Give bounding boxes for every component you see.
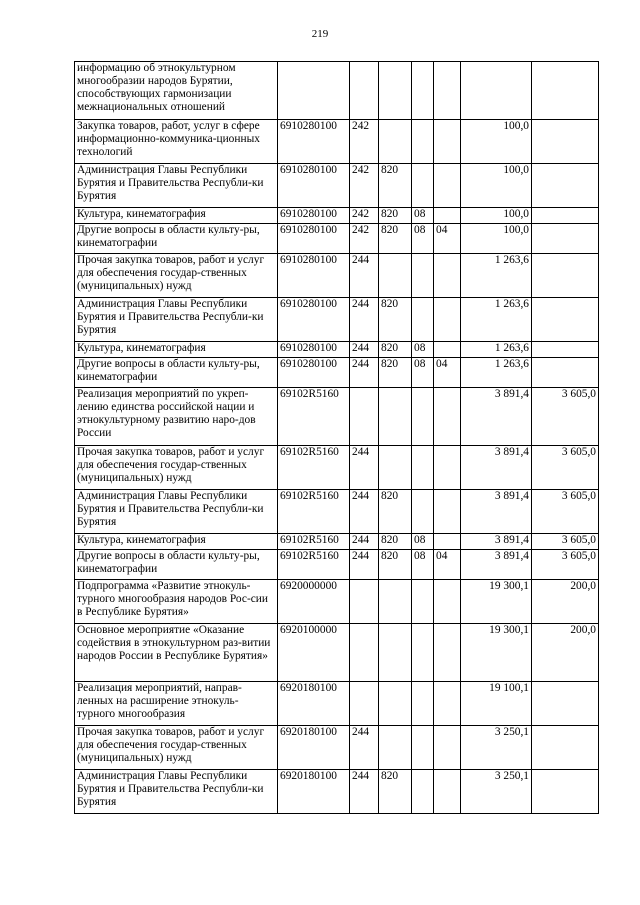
row-administrator-code	[379, 254, 412, 298]
table-row	[75, 534, 599, 550]
row-amount-federal: 3 605,0	[532, 534, 599, 550]
budget-table	[74, 61, 599, 814]
row-target-article: 6910280100	[278, 208, 350, 224]
table-row	[75, 164, 599, 208]
row-amount-federal	[532, 120, 599, 164]
row-expense-type	[350, 624, 379, 682]
table-row	[75, 342, 599, 358]
row-amount-federal: 3 605,0	[532, 446, 599, 490]
table-row	[75, 550, 599, 580]
row-target-article: 6910280100	[278, 120, 350, 164]
row-expense-type: 244	[350, 550, 379, 580]
table-row	[75, 770, 599, 814]
row-expense-type: 242	[350, 208, 379, 224]
row-section: 08	[412, 342, 434, 358]
row-amount-federal: 3 605,0	[532, 490, 599, 534]
row-subsection	[434, 534, 461, 550]
row-name: Другие вопросы в области культу-ры, кинематографии	[75, 224, 278, 254]
row-target-article: 6910280100	[278, 298, 350, 342]
row-subsection	[434, 682, 461, 726]
row-administrator-code: 820	[379, 208, 412, 224]
table-row	[75, 120, 599, 164]
row-administrator-code	[379, 388, 412, 446]
row-subsection	[434, 490, 461, 534]
row-section	[412, 624, 434, 682]
row-expense-type	[350, 682, 379, 726]
row-subsection	[434, 726, 461, 770]
row-administrator-code: 820	[379, 342, 412, 358]
row-subsection	[434, 770, 461, 814]
row-target-article: 69102R5160	[278, 388, 350, 446]
row-section	[412, 164, 434, 208]
row-target-article: 69102R5160	[278, 534, 350, 550]
row-subsection	[434, 446, 461, 490]
row-name: Культура, кинематография	[75, 534, 278, 550]
row-amount-federal: 200,0	[532, 580, 599, 624]
row-target-article: 69102R5160	[278, 446, 350, 490]
table-row	[75, 682, 599, 726]
row-section	[412, 446, 434, 490]
table-row	[75, 358, 599, 388]
page-number: 219	[311, 28, 329, 40]
row-section	[412, 580, 434, 624]
row-name: Закупка товаров, работ, услуг в сфере информационно-коммуника-ционных технологий	[75, 120, 278, 164]
row-amount-total: 19 300,1	[461, 624, 532, 682]
row-section: 08	[412, 550, 434, 580]
row-section: 08	[412, 208, 434, 224]
row-amount-total: 100,0	[461, 120, 532, 164]
row-administrator-code	[379, 446, 412, 490]
row-name: Другие вопросы в области культу-ры, кинематографии	[75, 358, 278, 388]
row-name: Реализация мероприятий по укреп-лению единства российской нации и этнокультурному развитию наро-дов России	[75, 388, 278, 446]
row-amount-federal	[532, 358, 599, 388]
row-section: 08	[412, 534, 434, 550]
row-subsection	[434, 580, 461, 624]
row-section	[412, 120, 434, 164]
row-section	[412, 254, 434, 298]
row-expense-type: 244	[350, 770, 379, 814]
table-row	[75, 726, 599, 770]
row-expense-type: 242	[350, 224, 379, 254]
table-row	[75, 208, 599, 224]
row-amount-total: 3 891,4	[461, 446, 532, 490]
row-amount-total	[461, 62, 532, 120]
row-target-article: 6910280100	[278, 224, 350, 254]
row-amount-federal	[532, 298, 599, 342]
row-name: Прочая закупка товаров, работ и услуг для обеспечения государ-ственных (муниципальных) нужд	[75, 446, 278, 490]
table-row	[75, 388, 599, 446]
row-amount-federal	[532, 770, 599, 814]
row-target-article: 6910280100	[278, 342, 350, 358]
row-amount-federal	[532, 164, 599, 208]
row-expense-type	[350, 388, 379, 446]
table-row	[75, 62, 599, 120]
row-amount-total: 19 300,1	[461, 580, 532, 624]
row-expense-type: 244	[350, 358, 379, 388]
row-administrator-code	[379, 580, 412, 624]
row-administrator-code	[379, 682, 412, 726]
row-subsection	[434, 164, 461, 208]
row-amount-federal: 200,0	[532, 624, 599, 682]
row-administrator-code: 820	[379, 550, 412, 580]
row-name: Администрация Главы Республики Бурятия и Правительства Республи-ки Бурятия	[75, 164, 278, 208]
row-target-article: 6920100000	[278, 624, 350, 682]
row-amount-total: 3 891,4	[461, 490, 532, 534]
row-administrator-code	[379, 62, 412, 120]
row-subsection	[434, 62, 461, 120]
row-amount-total: 3 891,4	[461, 550, 532, 580]
row-amount-total: 100,0	[461, 224, 532, 254]
row-subsection: 04	[434, 224, 461, 254]
row-section	[412, 726, 434, 770]
row-expense-type: 244	[350, 298, 379, 342]
row-amount-total: 3 250,1	[461, 726, 532, 770]
row-administrator-code: 820	[379, 358, 412, 388]
row-subsection	[434, 388, 461, 446]
row-section	[412, 388, 434, 446]
row-target-article: 69102R5160	[278, 490, 350, 534]
row-name: Другие вопросы в области культу-ры, кинематографии	[75, 550, 278, 580]
row-target-article: 6910280100	[278, 358, 350, 388]
row-amount-total: 100,0	[461, 208, 532, 224]
row-amount-federal	[532, 224, 599, 254]
row-expense-type: 244	[350, 446, 379, 490]
row-administrator-code: 820	[379, 490, 412, 534]
table-row	[75, 224, 599, 254]
row-expense-type: 244	[350, 534, 379, 550]
row-name: Подпрограмма «Развитие этнокуль-турного многообразия народов Рос-сии в Республике Бурятия»	[75, 580, 278, 624]
row-amount-total: 1 263,6	[461, 358, 532, 388]
row-expense-type: 244	[350, 254, 379, 298]
row-target-article: 6920180100	[278, 726, 350, 770]
row-subsection: 04	[434, 550, 461, 580]
row-expense-type: 244	[350, 490, 379, 534]
row-name: Реализация мероприятий, направ-ленных на расширение этнокуль-турного многообразия	[75, 682, 278, 726]
budget-table-body	[75, 62, 599, 814]
row-expense-type: 242	[350, 164, 379, 208]
row-expense-type: 242	[350, 120, 379, 164]
row-amount-federal	[532, 62, 599, 120]
row-amount-federal	[532, 208, 599, 224]
row-expense-type	[350, 580, 379, 624]
row-name: Культура, кинематография	[75, 208, 278, 224]
row-subsection	[434, 342, 461, 358]
table-row	[75, 624, 599, 682]
table-row	[75, 254, 599, 298]
row-subsection	[434, 298, 461, 342]
row-section: 08	[412, 358, 434, 388]
row-amount-total: 3 250,1	[461, 770, 532, 814]
row-section	[412, 62, 434, 120]
row-subsection	[434, 254, 461, 298]
row-subsection: 04	[434, 358, 461, 388]
table-row	[75, 580, 599, 624]
row-target-article: 6920000000	[278, 580, 350, 624]
row-target-article: 6910280100	[278, 254, 350, 298]
row-name: Культура, кинематография	[75, 342, 278, 358]
table-row	[75, 298, 599, 342]
row-target-article: 6910280100	[278, 164, 350, 208]
row-amount-federal: 3 605,0	[532, 388, 599, 446]
row-name: Администрация Главы Республики Бурятия и Правительства Республи-ки Бурятия	[75, 770, 278, 814]
row-name: Прочая закупка товаров, работ и услуг для обеспечения государ-ственных (муниципальных) нужд	[75, 726, 278, 770]
row-section	[412, 682, 434, 726]
row-expense-type	[350, 62, 379, 120]
row-name: Основное мероприятие «Оказание содействия в этнокультурном раз-витии народов России в Республике Бурятия»	[75, 624, 278, 682]
row-target-article: 69102R5160	[278, 550, 350, 580]
row-section	[412, 298, 434, 342]
row-target-article	[278, 62, 350, 120]
row-administrator-code: 820	[379, 224, 412, 254]
row-subsection	[434, 624, 461, 682]
row-name: информацию об этнокультурном многообразии народов Бурятии, способствующих гармонизации межнациональных отношений	[75, 62, 278, 120]
row-name: Администрация Главы Республики Бурятия и Правительства Республи-ки Бурятия	[75, 298, 278, 342]
row-amount-total: 1 263,6	[461, 298, 532, 342]
row-name: Прочая закупка товаров, работ и услуг для обеспечения государ-ственных (муниципальных) нужд	[75, 254, 278, 298]
row-administrator-code: 820	[379, 770, 412, 814]
table-row	[75, 490, 599, 534]
row-amount-federal	[532, 682, 599, 726]
row-amount-total: 19 100,1	[461, 682, 532, 726]
row-amount-federal	[532, 254, 599, 298]
row-amount-total: 1 263,6	[461, 254, 532, 298]
row-amount-total: 3 891,4	[461, 388, 532, 446]
row-amount-total: 3 891,4	[461, 534, 532, 550]
row-amount-federal	[532, 726, 599, 770]
row-administrator-code: 820	[379, 534, 412, 550]
row-amount-federal	[532, 342, 599, 358]
row-administrator-code	[379, 120, 412, 164]
row-administrator-code	[379, 726, 412, 770]
table-row	[75, 446, 599, 490]
row-section: 08	[412, 224, 434, 254]
row-subsection	[434, 120, 461, 164]
row-administrator-code: 820	[379, 298, 412, 342]
row-amount-total: 1 263,6	[461, 342, 532, 358]
row-expense-type: 244	[350, 726, 379, 770]
row-administrator-code: 820	[379, 164, 412, 208]
row-amount-total: 100,0	[461, 164, 532, 208]
row-administrator-code	[379, 624, 412, 682]
row-name: Администрация Главы Республики Бурятия и Правительства Республи-ки Бурятия	[75, 490, 278, 534]
row-amount-federal: 3 605,0	[532, 550, 599, 580]
row-target-article: 6920180100	[278, 770, 350, 814]
row-target-article: 6920180100	[278, 682, 350, 726]
row-section	[412, 490, 434, 534]
row-expense-type: 244	[350, 342, 379, 358]
row-section	[412, 770, 434, 814]
row-subsection	[434, 208, 461, 224]
